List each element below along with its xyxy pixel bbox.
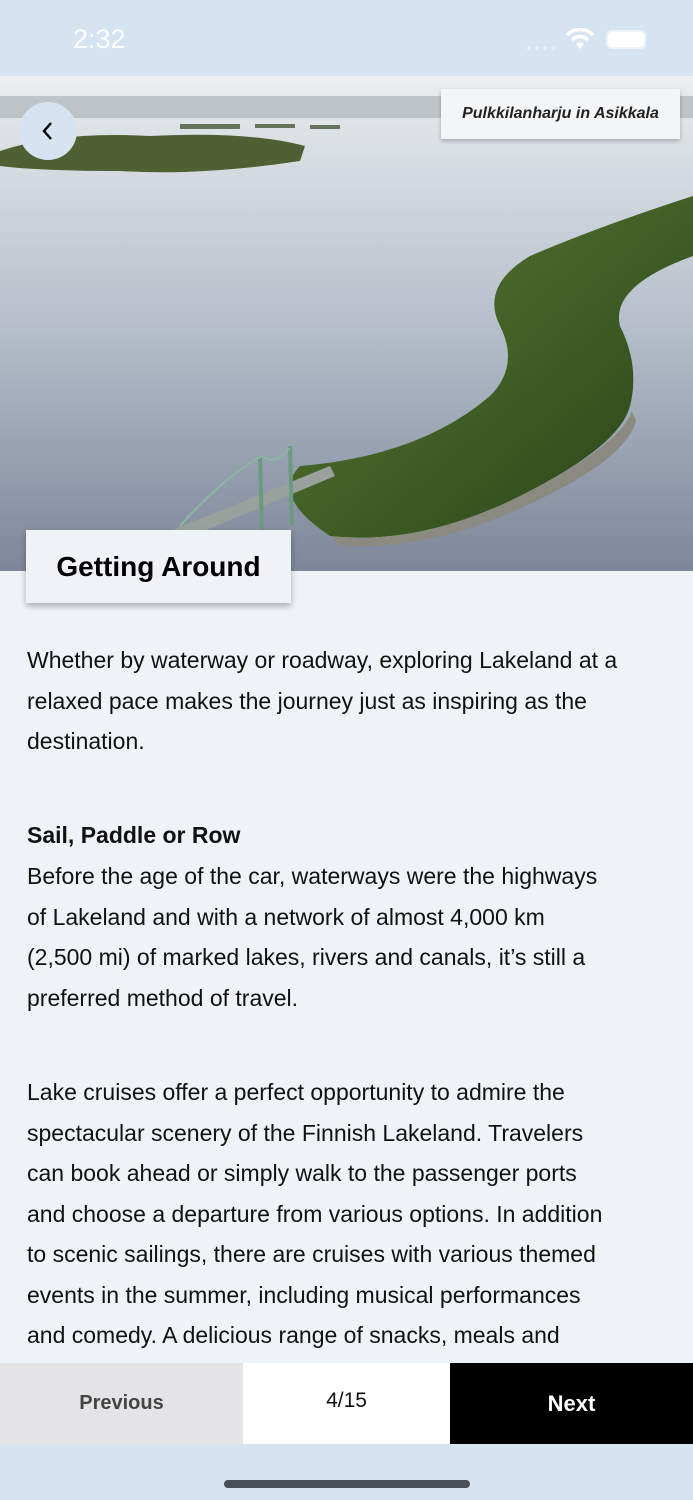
pagination-bar xyxy=(0,1363,693,1444)
status-bar xyxy=(0,0,693,76)
battery-icon xyxy=(606,30,646,49)
hero-image xyxy=(0,76,693,571)
image-caption: Pulkkilanharju in Asikkala xyxy=(441,89,680,139)
paragraph-line: Whether by waterway or roadway, exploring Lakeland at a xyxy=(27,647,618,673)
back-button[interactable] xyxy=(19,102,77,160)
paragraph-line: relaxed pace makes the journey just as inspiring as the xyxy=(27,687,587,714)
paragraph-line: Lake cruises offer a perfect opportunity to admire the xyxy=(27,1079,565,1105)
paragraph-line: of Lakeland and with a network of almost 4,000 km xyxy=(27,903,545,930)
paragraph-line: to scenic sailings, there are cruises with various themed xyxy=(27,1241,596,1267)
signal-icon: ●●●● xyxy=(526,43,559,54)
page-indicator: 4/15 xyxy=(243,1363,450,1444)
paragraph-line: destination. xyxy=(27,728,145,754)
next-button[interactable]: Next xyxy=(450,1363,693,1444)
subheading: Sail, Paddle or Row xyxy=(27,822,241,848)
paragraph-line: and choose a departure from various options. In addition xyxy=(27,1200,603,1227)
paragraph-line: and comedy. A delicious range of snacks, meals and xyxy=(27,1322,560,1348)
home-area xyxy=(0,1444,693,1500)
paragraph-line: spectacular scenery of the Finnish Lakeland. Travelers xyxy=(27,1119,584,1146)
paragraph-line: preferred method of travel. xyxy=(27,984,299,1011)
previous-button[interactable]: Previous xyxy=(0,1363,243,1444)
wifi-icon xyxy=(566,28,594,50)
paragraph-line: events in the summer, including musical performances xyxy=(27,1281,581,1308)
paragraph-line: Before the age of the car, waterways were the highways xyxy=(27,863,598,889)
paragraph-line: can book ahead or simply walk to the passenger ports xyxy=(27,1160,577,1186)
status-time: 2:32 xyxy=(73,24,126,54)
chevron-left-icon xyxy=(41,121,55,141)
section-title: Getting Around xyxy=(26,530,291,603)
paragraph-line: (2,500 mi) of marked lakes, rivers and canals, it’s still a xyxy=(27,944,586,970)
home-indicator[interactable] xyxy=(224,1480,470,1488)
